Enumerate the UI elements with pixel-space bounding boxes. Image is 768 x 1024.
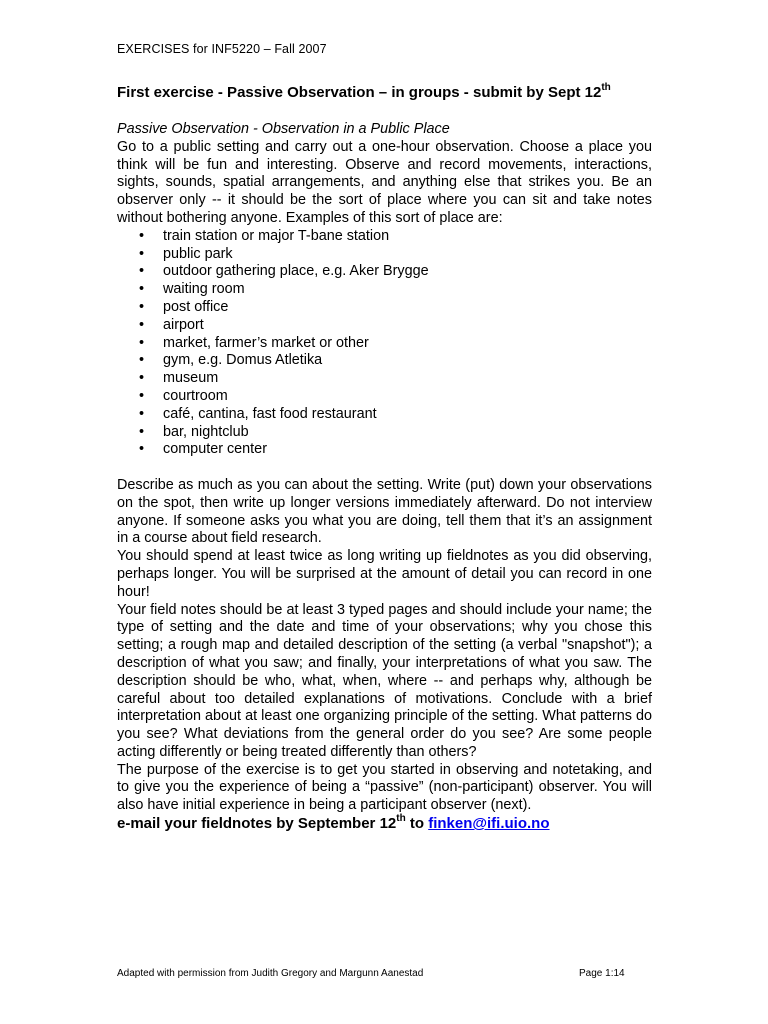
body-paragraph-purpose: The purpose of the exercise is to get you started in observing and notetaking, and to give you the experience of being a “passive” (non-participant) observer. You will also have initial experience in being a participant observer (next). <box>117 761 652 814</box>
bullet-icon: • <box>139 441 145 458</box>
email-link[interactable]: finken@ifi.uio.no <box>428 815 550 833</box>
bullet-icon: • <box>139 298 145 315</box>
list-item: • train station or major T-bane station <box>139 227 390 244</box>
document-body <box>117 121 652 833</box>
intro-paragraph: Go to a public setting and carry out a one-hour observation. Choose a place you think will be fun and interesting. Observe and record movements, interactions, sights, sounds, spatial arrangements, and anything else that strikes you. Be an observer only -- it should be the sort of place where you can sit and take notes without bothering anyone. Examples of this sort of place are: <box>117 138 652 226</box>
bullet-icon: • <box>139 352 145 369</box>
list-item: • waiting room <box>139 281 245 298</box>
list-item: • gym, e.g. Domus Atletika <box>139 352 323 369</box>
page-number: Page 1:14 <box>579 968 625 979</box>
body-paragraph-describe: Describe as much as you can about the setting. Write (put) down your observations on the spot, then write up longer versions immediately afterward. Do not interview anyone. If someone asks you what you are doing, tell them that it’s an assignment in a course about field research. <box>117 476 652 547</box>
list-item: • courtroom <box>139 387 228 404</box>
list-item: • outdoor gathering place, e.g. Aker Brygge <box>139 263 429 280</box>
bullet-icon: • <box>139 405 145 422</box>
bullet-icon: • <box>139 245 145 262</box>
section-subtitle: Passive Observation - Observation in a Public Place <box>117 121 450 137</box>
body-paragraph-fieldnotes: Your field notes should be at least 3 typed pages and should include your name; the type of setting and the date and time of your observations; why you chose this setting; a rough map and detailed description of the setting (a verbal "snapshot"); a description of what you saw; and finally, your interpretations of what you saw. The description should be who, what, when, where -- and perhaps why, although be careful about too detailed explanations of motivations. Conclude with a brief interpretation about at least one organizing principle of the setting. What patterns do you see? What deviations from the general order do you see? Are some people acting differently or being treated differently than others? <box>117 601 652 760</box>
list-item: • bar, nightclub <box>139 423 249 440</box>
title-text: First exercise - Passive Observation – in groups - submit by Sept 12 <box>117 84 602 101</box>
list-item: • post office <box>139 298 229 315</box>
bullet-icon: • <box>139 423 145 440</box>
page-header: EXERCISES for INF5220 – Fall 2007 <box>117 42 327 56</box>
bullet-icon: • <box>139 227 145 244</box>
list-item: • public park <box>139 245 233 262</box>
bullet-icon: • <box>139 263 145 280</box>
bullet-icon: • <box>139 316 145 333</box>
body-paragraph-time: You should spend at least twice as long writing up fieldnotes as you did observing, perhaps longer. You will be surprised at the amount of detail you can record in one hour! <box>117 548 652 600</box>
bullet-icon: • <box>139 387 145 404</box>
paragraph-spacer <box>117 459 652 477</box>
list-item: • café, cantina, fast food restaurant <box>139 405 377 422</box>
bullet-icon: • <box>139 370 145 387</box>
places-list <box>117 228 652 459</box>
list-item: • computer center <box>139 441 267 458</box>
list-item: • airport <box>139 316 204 333</box>
submission-instruction: e-mail your fieldnotes by September 12th to finken@ifi.uio.no <box>117 813 550 833</box>
bullet-icon: • <box>139 334 145 351</box>
bullet-icon: • <box>139 281 145 298</box>
list-item: • market, farmer’s market or other <box>139 334 369 351</box>
footer-attribution: Adapted with permission from Judith Gregory and Margunn Aanestad <box>117 968 424 979</box>
page-title <box>117 84 611 101</box>
list-item: • museum <box>139 370 219 387</box>
title-superscript: th <box>601 82 611 93</box>
